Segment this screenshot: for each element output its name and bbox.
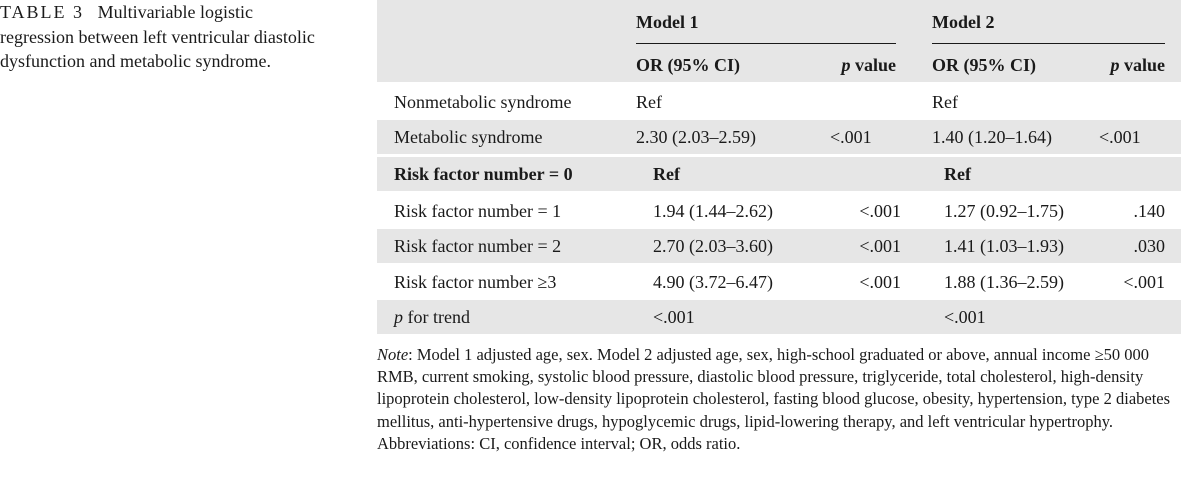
model1-p-header: p value xyxy=(841,55,896,75)
table-row xyxy=(377,194,1181,228)
model1-or: Ref xyxy=(653,164,680,184)
model1-p: <.001 xyxy=(859,236,901,256)
model2-or: 1.41 (1.03–1.93) xyxy=(944,236,1064,256)
model2-or: 1.40 (1.20–1.64) xyxy=(932,127,1052,147)
model2-header: Model 2 xyxy=(932,12,995,32)
model1-or: <.001 xyxy=(653,307,695,327)
row-label: Metabolic syndrome xyxy=(394,127,543,147)
model1-p: <.001 xyxy=(830,127,872,147)
model2-p: <.001 xyxy=(1123,272,1165,292)
row-label: Risk factor number = 1 xyxy=(394,201,562,221)
model2-or: 1.88 (1.36–2.59) xyxy=(944,272,1064,292)
model1-rule xyxy=(636,43,896,44)
model2-or: Ref xyxy=(944,164,971,184)
model1-p: <.001 xyxy=(859,201,901,221)
table-row xyxy=(377,85,1181,119)
row-label: Nonmetabolic syndrome xyxy=(394,92,572,112)
model2-p: .140 xyxy=(1133,201,1165,221)
row-label: p for trend xyxy=(394,307,470,327)
row-label: Risk factor number = 2 xyxy=(394,236,562,256)
model1-or: 2.70 (2.03–3.60) xyxy=(653,236,773,256)
table-label: TABLE 3 xyxy=(0,2,85,22)
table-footnote xyxy=(377,344,1181,455)
note-text: Note: Model 1 adjusted age, sex. Model 2 adjusted age, sex, high-school graduated or above, annual income ≥50 000 RMB, current smoking, systolic blood pressure, diastolic blood pressure, triglyceride, total cholesterol, high-density lipoprotein cholesterol, low-density lipoprotein cholesterol, fasting blood glucose, obesity, hypertension, type 2 diabetes mellitus, anti-hypertensive drugs, hypoglycemic drugs, lipid-lowering therapy, and left ventricular hypertrophy. xyxy=(377,345,1171,431)
row-label: Risk factor number = 0 xyxy=(394,164,573,184)
table-title: Multivariable logistic regression between left ventricular diastolic dysfunction and metabolic syndrome. xyxy=(0,2,315,71)
model1-or: Ref xyxy=(636,92,662,112)
model2-or: Ref xyxy=(932,92,958,112)
model2-rule xyxy=(932,43,1165,44)
table-caption xyxy=(0,0,330,74)
model2-p: <.001 xyxy=(1099,127,1141,147)
model1-or-header: OR (95% CI) xyxy=(636,55,740,75)
model1-or: 4.90 (3.72–6.47) xyxy=(653,272,773,292)
table-row xyxy=(377,157,1181,191)
abbreviations: Abbreviations: CI, confidence interval; OR, odds ratio. xyxy=(377,433,741,453)
table-row xyxy=(377,265,1181,299)
model1-or: 1.94 (1.44–2.62) xyxy=(653,201,773,221)
model1-or: 2.30 (2.03–2.59) xyxy=(636,127,756,147)
model2-p-header: p value xyxy=(1110,55,1165,75)
model1-header: Model 1 xyxy=(636,12,699,32)
table-row xyxy=(377,120,1181,154)
table-row xyxy=(377,300,1181,334)
table-row xyxy=(377,229,1181,263)
model2-or: 1.27 (0.92–1.75) xyxy=(944,201,1064,221)
table-header xyxy=(377,0,1181,82)
model2-or-header: OR (95% CI) xyxy=(932,55,1036,75)
row-label: Risk factor number ≥3 xyxy=(394,272,557,292)
model2-or: <.001 xyxy=(944,307,986,327)
model2-p: .030 xyxy=(1133,236,1165,256)
model1-p: <.001 xyxy=(859,272,901,292)
